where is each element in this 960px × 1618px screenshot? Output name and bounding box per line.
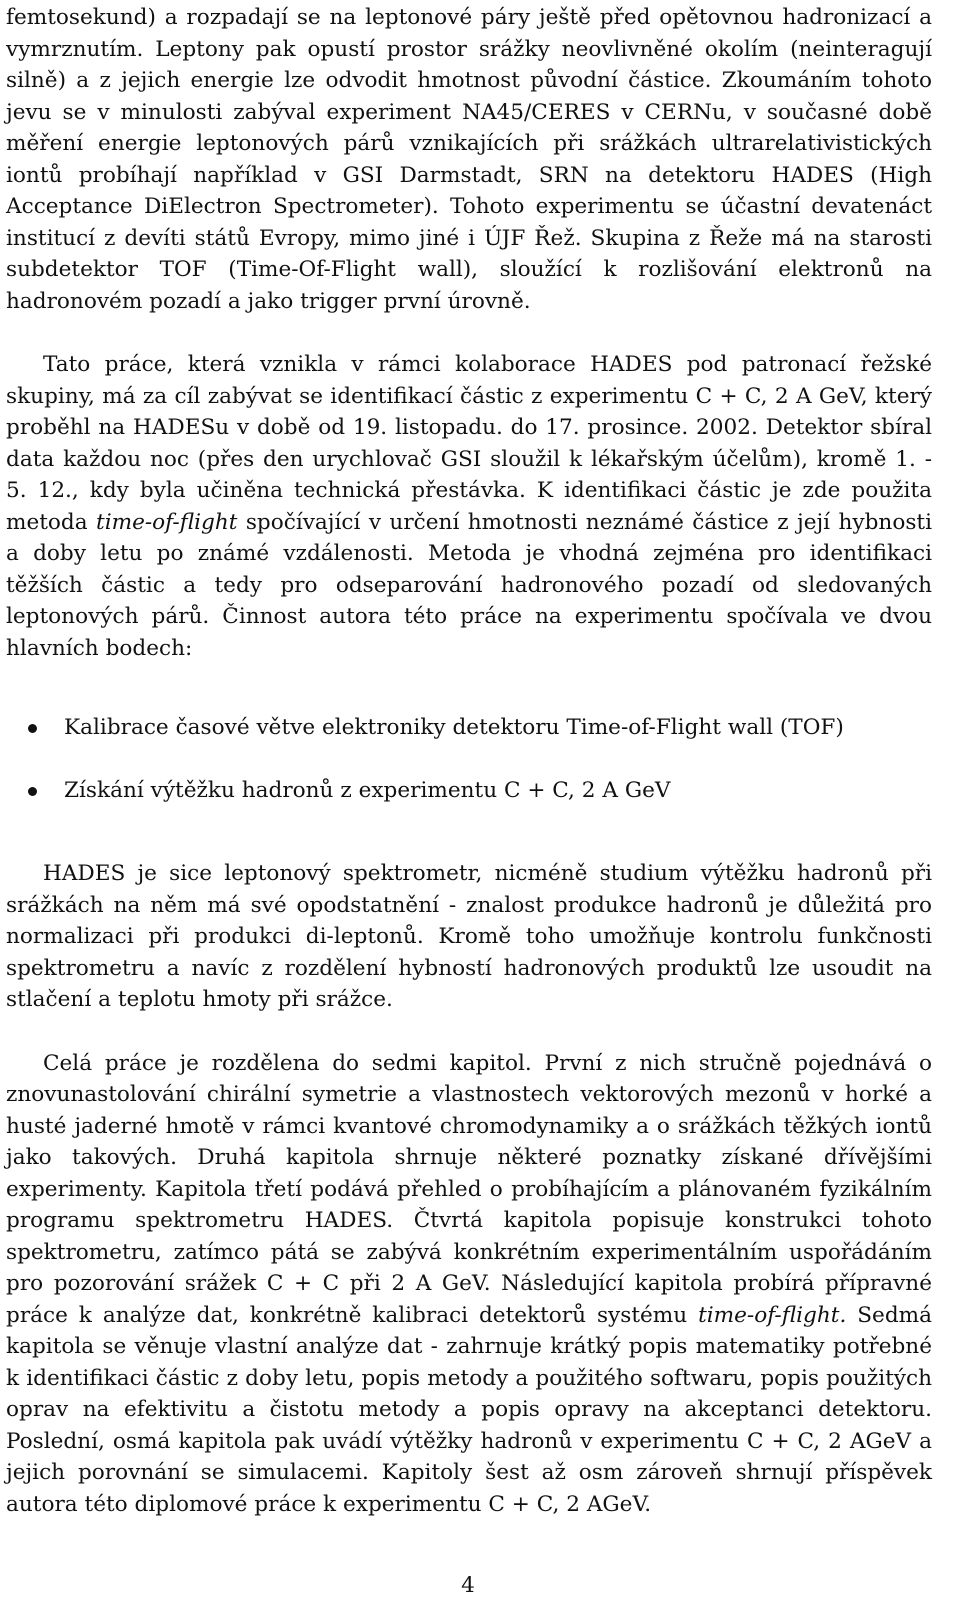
- paragraph-text: Tato práce, která vznikla v rámci kolaborace HADES pod patronací řežské skupiny, má za cíl zabývat se identifikací částic z experimentu C + C, 2 A GeV, který proběhl na HADESu v době od 19. listopadu. do 17. prosince. 2002. Detektor sbíral data každou noc (přes den urychlovač GSI sloužil k lékařským účelům), kromě 1. - 5. 12., kdy byla učiněna technická přestávka. K identifikaci částic je zde použita metoda: [6, 352, 932, 535]
- paragraph-text: Sedmá kapitola se věnuje vlastní analýze dat - zahrnuje krátký popis matematiky potřebné k identifikaci částic z doby letu, popis metody a použitého softwaru, popis použitých oprav na efektivitu a čistotu metody a popis opravy na akceptanci detektoru. Poslední, osmá kapitola pak uvádí výtěžky hadronů v experimentu C + C, 2 AGeV a jejich porovnání se simulacemi. Kapitoly šest až osm zároveň shrnují příspěvek autora této diplomové práce k experimentu C + C, 2 AGeV.: [6, 1302, 932, 1517]
- bullet-item-hadron-yield: [6, 775, 932, 807]
- page-number: 4: [461, 1573, 475, 1598]
- bullet-text: Kalibrace časové větve elektroniky detektoru Time-of-Flight wall (TOF): [64, 715, 844, 740]
- paragraph-hades-hadrons: [6, 858, 932, 1016]
- bullet-dot-icon: [28, 724, 37, 733]
- paragraph-text: spočívající v určení hmotnosti neznámé částice z její hybnosti a doby letu po známé vzdálenosti. Metoda je vhodná zejména pro identifikaci těžších částic a tedy pro odseparování hadronového pozadí od sledovaných leptonových párů. Činnost autora této práce na experimentu spočívala ve dvou hlavních bodech:: [6, 509, 932, 661]
- paragraph-intro-continued: [6, 2, 932, 317]
- italic-term: time-of-flight.: [698, 1302, 847, 1328]
- bullet-dot-icon: [28, 787, 37, 796]
- paragraph-text: Celá práce je rozdělena do sedmi kapitol. První z nich stručně pojednává o znovunastolování chirální symetrie a vlastnostech vektorových mezonů v horké a husté jaderné hmotě v rámci kvantové chromodynamiky a o srážkách těžkých iontů jako takových. Druhá kapitola shrnuje některé poznatky získané dřívějšími experimenty. Kapitola třetí podává přehled o probíhajícím a plánovaném fyzikálním programu spektrometru HADES. Čtvrtá kapitola popisuje konstrukci tohoto spektrometru, zatímco pátá se zabývá konkrétním experimentálním uspořádáním pro pozorování srážek C + C při 2 A GeV. Následující kapitola probírá přípravné práce k analýze dat, konkrétně kalibraci detektorů systému: [6, 1050, 932, 1328]
- paragraph-text: HADES je sice leptonový spektrometr, nicméně studium výtěžku hadronů při srážkách na něm má své opodstatnění - znalost produkce hadronů je důležitá pro normalizaci při produkci di-leptonů. Kromě toho umožňuje kontrolu funkčnosti spektrometru a navíc z rozdělení hybností hadronových produktů lze usoudit na stlačení a teplotu hmoty při srážce.: [6, 861, 932, 1012]
- document-page: [6, 2, 932, 1520]
- bullet-list: [6, 712, 932, 806]
- paragraph-text: femtosekund) a rozpadají se na leptonové páry ještě před opětovnou hadronizací a vymrznutím. Leptony pak opustí prostor srážky neovlivněné okolím (neinteragují silně) a z jejich energie lze odvodit hmotnost původní částice. Zkoumáním tohoto jevu se v minulosti zabýval experiment NA45/CERES v CERNu, v současné době měření energie leptonových párů vznikajících při srážkách ultrarelativistických iontů probíhají například v GSI Darmstadt, SRN na detektoru HADES (High Acceptance DiElectron Spectrometer). Tohoto experimentu se účastní devatenáct institucí z devíti států Evropy, mimo jiné i ÚJF Řež. Skupina z Řeže má na starosti subdetektor TOF (Time-Of-Flight wall), sloužící k rozlišování elektronů na hadronovém pozadí a jako trigger první úrovně.: [6, 5, 932, 314]
- bullet-text: Získání výtěžku hadronů z experimentu C + C, 2 A GeV: [64, 777, 671, 803]
- paragraph-thesis-goal: [6, 349, 932, 664]
- paragraph-chapter-overview: [6, 1048, 932, 1521]
- bullet-item-calibration: [6, 712, 932, 744]
- italic-term: time-of-flight: [96, 509, 238, 535]
